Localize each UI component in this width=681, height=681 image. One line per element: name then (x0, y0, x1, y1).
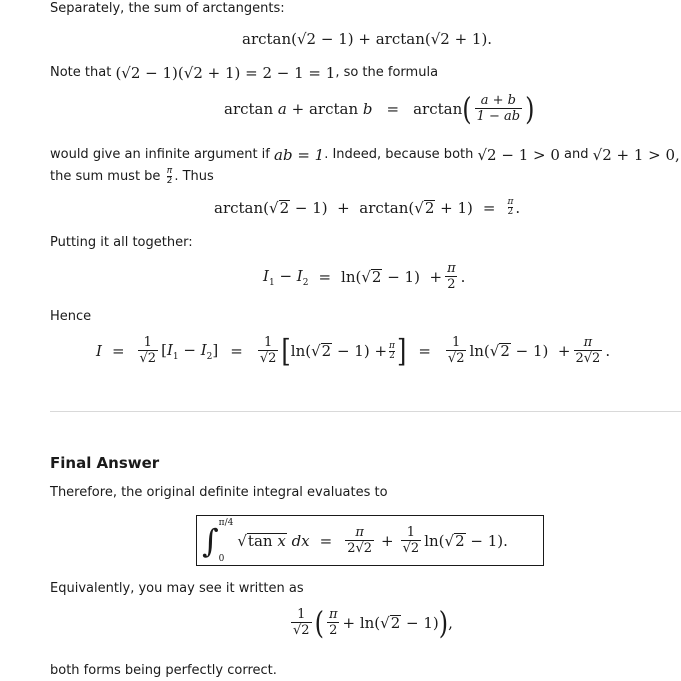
fraction-two: 2 (329, 623, 338, 638)
fraction-pi-over-2 (507, 198, 513, 217)
equation-arctan-sum-pi-half: arctan(√2 − 1) + arctan(√2 + 1) = $\frac{\pi}{2}$ . (214, 197, 521, 217)
fraction-two-sqrt2: 2√2 (347, 541, 373, 556)
fraction-one: 1 (297, 607, 306, 622)
equation-arctan-sum (242, 30, 492, 48)
final-answer-heading: Final Answer (50, 454, 160, 472)
section-divider (50, 411, 681, 412)
product-expr: (√2 − 1)(√2 + 1) = 2 − 1 = 1 (115, 64, 336, 82)
note-tail: , so the formula (335, 65, 439, 80)
fraction-pi: π (328, 607, 338, 622)
positive-first: √2 − 1 > 0 (477, 146, 560, 164)
fraction-numerator: a + b (480, 93, 516, 108)
equation-arctan-addition-formula: arctan a + arctan b = arctan ( $\frac{a + b}{1 - ab}$ ) (224, 90, 535, 128)
fraction-one-over-sqrt2 (401, 526, 422, 556)
fraction-sqrt2: √2 (139, 351, 157, 366)
paragraph-putting-together: Putting it all together: (50, 235, 193, 250)
paragraph-infinite-argument (50, 146, 680, 164)
fraction-one-over-sqrt2 (291, 608, 312, 638)
fraction-one: 1 (263, 335, 273, 350)
fraction-sqrt2: √2 (447, 351, 465, 366)
sum-must-be-text: the sum must be (50, 168, 161, 184)
infinite-text: would give an infinite argument if (50, 147, 270, 162)
fraction-one-over-sqrt2 (258, 336, 279, 366)
fraction-two-sqrt2: 2√2 (575, 351, 601, 366)
fraction-one: 1 (406, 525, 416, 540)
fraction-one-over-sqrt2 (138, 336, 159, 366)
fraction-pi-over-2sqrt2 (345, 526, 374, 556)
fraction-pi: π (355, 525, 364, 540)
fraction-two: 2 (507, 207, 514, 217)
fraction-pi: π (583, 335, 593, 350)
arctan-sum-expr: arctan(√2 − 1) + arctan(√2 + 1). (242, 30, 493, 48)
fraction-two: 2 (447, 277, 456, 292)
note-label: Note that (50, 65, 112, 80)
indeed-text: . Indeed, because both (324, 147, 474, 162)
fraction-pi-over-2 (327, 608, 340, 638)
fraction-one: 1 (452, 335, 461, 350)
fraction-two: 2 (389, 350, 395, 361)
fraction-sqrt2: √2 (259, 351, 277, 366)
and-text: and (564, 147, 589, 162)
fraction-pi: π (389, 340, 395, 351)
fraction-pi: π (447, 261, 456, 276)
fraction-sqrt2: √2 (402, 541, 420, 556)
fraction-pi-over-2 (445, 262, 458, 292)
equation-final-answer: ∫ π/4 0 √tan x dx = $\frac{\pi}{2√2}$ + $\frac{1}{√2}$ ln(√2 − 1). (202, 518, 508, 564)
fraction-denominator: 1 − ab (476, 109, 521, 124)
equation-i1-minus-i2: $I_1 - I_2$ = ln(√2 − 1) + $\frac{\pi}{2}$ . (263, 261, 466, 292)
positive-second: √2 + 1 > 0, (592, 146, 680, 164)
thus-text: . Thus (174, 168, 214, 184)
paragraph-therefore: Therefore, the original definite integral evaluates to (50, 485, 388, 500)
paragraph-equivalently: Equivalently, you may see it written as (50, 581, 304, 596)
fraction-one: 1 (143, 335, 152, 350)
fraction-pi-over-2 (167, 167, 173, 186)
paragraph-hence: Hence (50, 309, 92, 324)
fraction-pi-over-2sqrt2 (574, 336, 603, 366)
paragraph-arctan-sum-intro: Separately, the sum of arctangents: (50, 1, 285, 16)
fraction-formula (475, 94, 523, 124)
fraction-pi: π (166, 166, 173, 176)
ab-equals-one: ab = 1 (274, 146, 325, 164)
fraction-sqrt2: √2 (293, 623, 310, 638)
fraction-two: 2 (166, 176, 173, 186)
fraction-one-over-sqrt2 (446, 336, 467, 366)
paragraph-both-forms: both forms being perfectly correct. (50, 663, 277, 678)
equation-equivalent-form: $\frac{1}{√2}$ ( $\frac{\pi}{2}$ + ln(√2 − 1) ) , (293, 604, 453, 642)
paragraph-sum-must-be (50, 167, 214, 186)
equation-i-result: I = $\frac{1}{√2}$ $[I_1 - I_2]$ = $\frac{1}{√2}$ [ ln(√2 − 1) + $\frac{\pi}{2}$ ] = $\frac{1}{√2}$ ln(√2 − 1) + $\frac{\pi}{2√2}$ . (96, 332, 611, 370)
fraction-pi-over-2 (389, 342, 395, 361)
fraction-pi: π (507, 197, 514, 207)
paragraph-note-product (50, 64, 438, 82)
